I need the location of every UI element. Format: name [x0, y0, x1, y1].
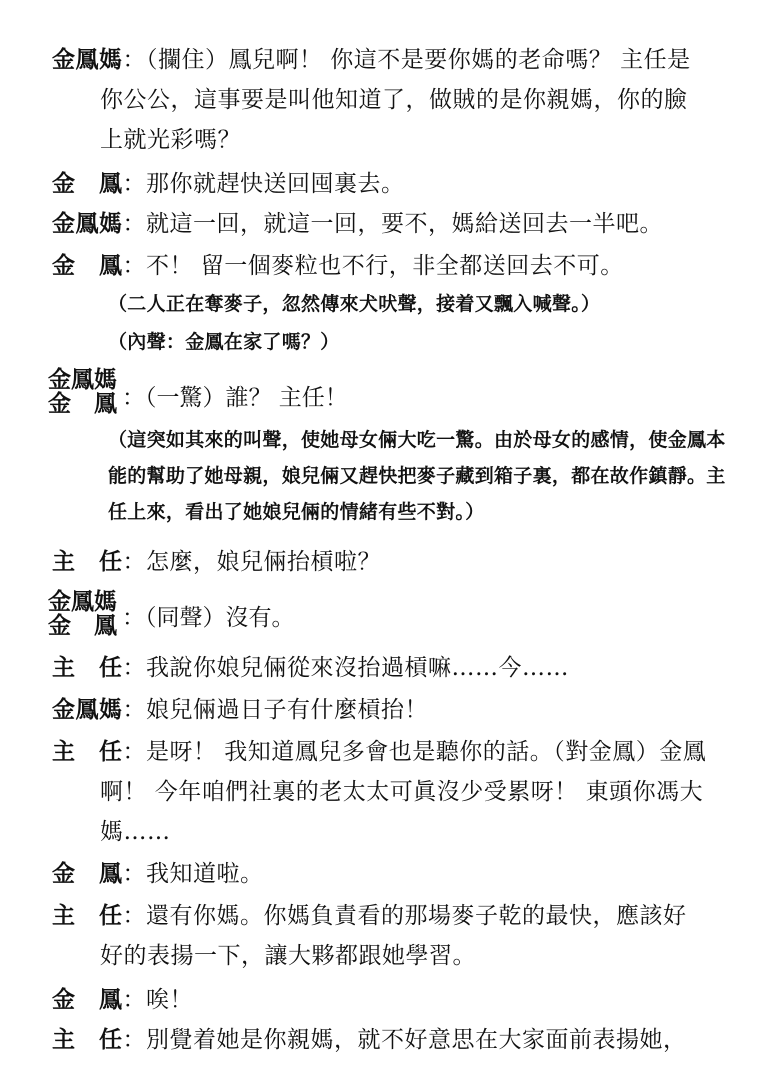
speaker-name: 主 任: [52, 548, 123, 575]
speech-text: 不！ 留一個麥粒也不行，非全都送回去不可。: [146, 253, 624, 279]
colon: ：: [122, 903, 146, 929]
speaker-name: 金鳳媽: [48, 366, 117, 393]
stage-direction: 能的幫助了她母親，娘兒倆又趕快把麥子藏到箱子裏，都在故作鎮靜。主: [108, 465, 726, 487]
speaker-name: 金 鳳: [52, 986, 123, 1013]
speech-text: 就這一回，就這一回，要不，媽給送回去一半吧。: [146, 211, 663, 237]
speaker-name: 金鳳媽: [52, 210, 123, 237]
dialogue-line: [52, 650, 742, 686]
dialogue-line: [52, 898, 742, 934]
continuation-line: 好的表揚一下，讓大夥都跟她學習。: [100, 943, 476, 969]
colon: ：: [122, 739, 146, 765]
speaker-name: 金 鳳: [52, 170, 123, 197]
speaker-name: 金鳳媽: [52, 46, 123, 73]
dialogue-line: [52, 734, 742, 770]
speech-text: [122, 600, 295, 636]
dialogue-line: [52, 1022, 742, 1058]
speech-content: （同聲）沒有。: [145, 605, 295, 631]
stage-direction: （二人正在奪麥子，忽然傳來犬吠聲，接着又飄入喊聲。）: [108, 293, 601, 315]
speech-text: 我知道啦。: [146, 861, 264, 887]
speech-text: 我說你娘兒倆從來沒抬過槓嘛……今……: [146, 655, 569, 681]
speech-text: （攔住）鳳兒啊！ 你這不是要你媽的老命嗎？ 主任是: [146, 47, 691, 73]
speaker-name: 金鳳媽: [52, 696, 123, 723]
speech-text: 娘兒倆過日子有什麼槓抬！: [146, 697, 428, 723]
speech-text: 怎麼，娘兒倆抬槓啦？: [146, 549, 381, 575]
colon: ：: [122, 549, 146, 575]
continuation-line: 啊！ 今年咱們社裏的老太太可眞沒少受累呀！ 東頭你馮大: [100, 779, 704, 805]
speaker-name: 主 任: [52, 738, 123, 765]
stage-direction: 任上來，看出了她娘兒倆的情緒有些不對。）: [108, 501, 485, 523]
speech-text: 是呀！ 我知道鳳兒多會也是聽你的話。（對金鳳）金鳳: [146, 739, 707, 765]
stage-direction: （這突如其來的叫聲，使她母女倆大吃一驚。由於母女的感情，使金鳳本: [108, 429, 726, 451]
speech-text: 那你就趕快送回囤裏去。: [146, 171, 405, 197]
speaker-name: 金 鳳: [52, 860, 123, 887]
speech-text: [122, 380, 348, 416]
colon: ：: [122, 861, 146, 887]
speaker-name: 金鳳媽: [48, 588, 117, 615]
colon: ：: [122, 385, 145, 411]
colon: ：: [122, 605, 145, 631]
stage-direction: （內聲：金鳳在家了嗎？）: [108, 331, 340, 353]
dialogue-line: [52, 544, 742, 580]
colon: ：: [122, 171, 146, 197]
speech-text: 還有你媽。你媽負責看的那場麥子乾的最快，應該好: [146, 903, 687, 929]
colon: ：: [122, 253, 146, 279]
speaker-name: 金 鳳: [48, 612, 117, 639]
continuation-line: 媽……: [100, 819, 171, 845]
colon: ：: [122, 47, 146, 73]
speaker-name: 主 任: [52, 1026, 123, 1053]
colon: ：: [122, 655, 146, 681]
dialogue-line: [52, 42, 742, 78]
speaker-name: 主 任: [52, 902, 123, 929]
dialogue-line: [52, 692, 742, 728]
speech-content: （一驚）誰？ 主任！: [145, 385, 348, 411]
colon: ：: [122, 1027, 146, 1053]
dialogue-line: [52, 206, 742, 242]
dialogue-line: [52, 856, 742, 892]
speech-text: 別覺着她是你親媽，就不好意思在大家面前表揚她，: [146, 1027, 687, 1053]
speaker-name: 金 鳳: [48, 390, 117, 417]
speaker-name: 主 任: [52, 654, 123, 681]
continuation-line: 你公公，這事要是叫他知道了，做賊的是你親媽，你的臉: [100, 87, 688, 113]
dialogue-line: [52, 166, 742, 202]
stacked-speakers: [48, 368, 117, 416]
speaker-name: 金 鳳: [52, 252, 123, 279]
colon: ：: [122, 987, 146, 1013]
colon: ：: [122, 697, 146, 723]
dialogue-line: [52, 248, 742, 284]
colon: ：: [122, 211, 146, 237]
speech-text: 唉！: [146, 987, 193, 1013]
stacked-speakers: [48, 590, 117, 638]
continuation-line: 上就光彩嗎？: [100, 127, 241, 153]
dialogue-line: [52, 982, 742, 1018]
